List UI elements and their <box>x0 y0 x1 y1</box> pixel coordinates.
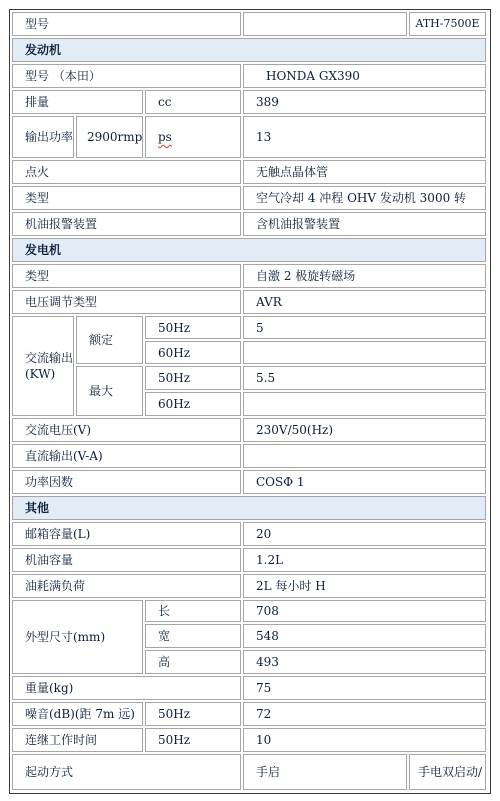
oil-capacity-label: 机油容量 <box>12 548 241 572</box>
model-value <box>243 12 407 36</box>
output-label: 输出功率 <box>12 116 74 158</box>
ac-output-label: 交流输出(KW) <box>12 316 74 416</box>
ac-voltage-value: 230V/50(Hz) <box>243 418 486 442</box>
section-engine: 发动机 <box>12 38 486 62</box>
dc-output-label: 直流输出(V-A) <box>12 444 241 468</box>
runtime-label: 连继工作时间 <box>12 728 143 752</box>
runtime-hz: 50Hz <box>145 728 241 752</box>
dimensions-label: 外型尺寸(mm) <box>12 600 143 674</box>
ac-output-max-hz50: 50Hz <box>145 366 241 390</box>
engine-model-value: HONDA GX390 <box>243 64 486 88</box>
ac-output-max-v60 <box>243 392 486 416</box>
ac-output-max-label: 最大 <box>76 366 143 416</box>
oil-alarm-value: 含机油报警装置 <box>243 212 486 236</box>
gen-type-label: 类型 <box>12 264 241 288</box>
fuel-consumption-label: 油耗满负荷 <box>12 574 241 598</box>
dimensions-height-label: 高 <box>145 650 241 674</box>
voltage-reg-value: AVR <box>243 290 486 314</box>
gen-type-value: 自激 2 极旋转磁场 <box>243 264 486 288</box>
start-other: 手电双启动/ <box>409 754 486 790</box>
power-factor-value: COSΦ 1 <box>243 470 486 494</box>
start-manual: 手启 <box>243 754 407 790</box>
power-factor-label: 功率因数 <box>12 470 241 494</box>
section-other: 其他 <box>12 496 486 520</box>
section-generator: 发电机 <box>12 238 486 262</box>
ac-output-max-v50: 5.5 <box>243 366 486 390</box>
weight-value: 75 <box>243 676 486 700</box>
noise-hz: 50Hz <box>145 702 241 726</box>
engine-type-label: 类型 <box>12 186 241 210</box>
displacement-unit: cc <box>145 90 241 114</box>
noise-label: 噪音(dB)(距 7m 远) <box>12 702 143 726</box>
dimensions-width-label: 宽 <box>145 624 241 648</box>
oil-alarm-label: 机油报警装置 <box>12 212 241 236</box>
weight-label: 重量(kg) <box>12 676 241 700</box>
ac-output-rated-hz50: 50Hz <box>145 316 241 339</box>
output-rpm: 2900rmp <box>76 116 143 158</box>
dc-output-value <box>243 444 486 468</box>
voltage-reg-label: 电压调节类型 <box>12 290 241 314</box>
noise-value: 72 <box>243 702 486 726</box>
ac-output-rated-v60 <box>243 341 486 364</box>
engine-type-value: 空气冷却 4 冲程 OHV 发动机 3000 转 <box>243 186 486 210</box>
model-label: 型号 <box>12 12 241 36</box>
dimensions-length-label: 长 <box>145 600 241 622</box>
dimensions-length-value: 708 <box>243 600 486 622</box>
fuel-consumption-value: 2L 每小时 H <box>243 574 486 598</box>
output-unit: ps <box>145 116 241 158</box>
ignition-value: 无触点晶体管 <box>243 160 486 184</box>
ac-output-rated-v50: 5 <box>243 316 486 339</box>
spec-table <box>9 9 491 794</box>
tank-label: 邮箱容量(L) <box>12 522 241 546</box>
engine-model-label: 型号 （本田） <box>12 64 241 88</box>
dimensions-width-value: 548 <box>243 624 486 648</box>
model-code: ATH-7500E <box>409 12 486 36</box>
ac-output-rated-hz60: 60Hz <box>145 341 241 364</box>
displacement-value: 389 <box>243 90 486 114</box>
start-label: 起动方式 <box>12 754 241 790</box>
displacement-label: 排量 <box>12 90 143 114</box>
tank-value: 20 <box>243 522 486 546</box>
runtime-value: 10 <box>243 728 486 752</box>
oil-capacity-value: 1.2L <box>243 548 486 572</box>
ac-voltage-label: 交流电压(V) <box>12 418 241 442</box>
ac-output-max-hz60: 60Hz <box>145 392 241 416</box>
ignition-label: 点火 <box>12 160 241 184</box>
dimensions-height-value: 493 <box>243 650 486 674</box>
output-value: 13 <box>243 116 486 158</box>
ac-output-rated-label: 额定 <box>76 316 143 364</box>
